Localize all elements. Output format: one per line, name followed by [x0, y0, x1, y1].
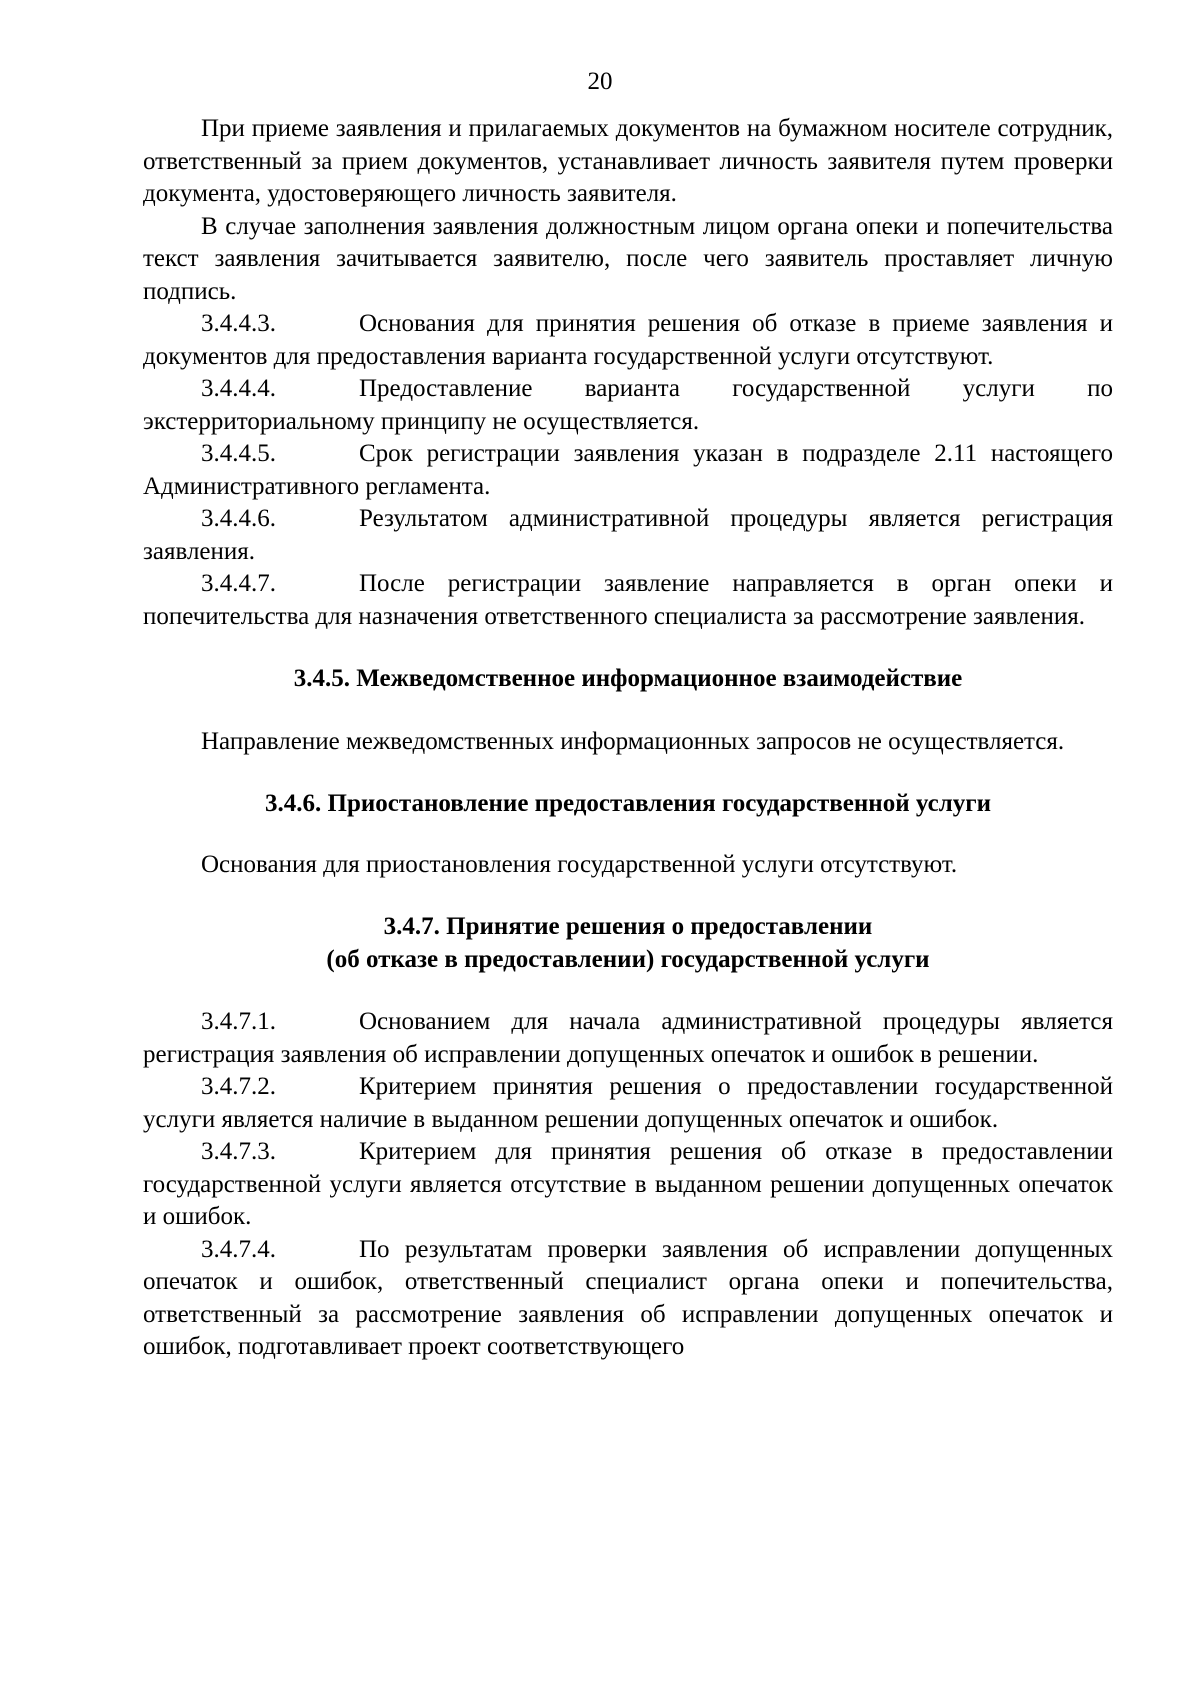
- heading-line: 3.4.7. Принятие решения о предоставлении: [383, 913, 873, 940]
- clause-3-4-4-3: [143, 308, 1113, 373]
- clause-text: Основания для принятия решения об отказе в приеме заявления и документов для предоставления варианта государственной услуги отсутствуют.: [143, 310, 1113, 370]
- clause-3-4-4-7: [143, 568, 1113, 633]
- clause-number: 3.4.4.5.: [201, 440, 276, 467]
- section-heading-3-4-6: 3.4.6. Приостановление предоставления государственной услуги: [265, 790, 991, 817]
- clause-3-4-4-5: [143, 438, 1113, 503]
- clause-3-4-4-6: [143, 503, 1113, 568]
- clause-text: Результатом административной процедуры является регистрация заявления.: [143, 505, 1113, 565]
- heading-line: (об отказе в предоставлении) государственной услуги: [326, 945, 930, 973]
- clause-number: 3.4.4.3.: [201, 310, 276, 337]
- section-heading-3-4-7: [143, 911, 1113, 976]
- clause-text: Предоставление варианта государственной услуги по экстерриториальному принципу не осуществляется.: [143, 375, 1113, 435]
- paragraph-document-acceptance: При приеме заявления и прилагаемых документов на бумажном носителе сотрудник, ответственный за прием документов, устанавливает личность заявителя путем проверки документа, удостоверяющего личность заявителя.: [143, 115, 1113, 207]
- clause-number: 3.4.7.1.: [201, 1008, 276, 1035]
- clause-text: Критерием для принятия решения об отказе в предоставлении государственной услуги является отсутствие в выданном решении допущенных опечаток и ошибок.: [143, 1138, 1113, 1230]
- clause-text: Критерием принятия решения о предоставлении государственной услуги является наличие в выданном решении допущенных опечаток и ошибок.: [143, 1073, 1113, 1133]
- clause-text: Срок регистрации заявления указан в подразделе 2.11 настоящего Административного регламента.: [143, 440, 1113, 500]
- clause-number: 3.4.7.3.: [201, 1138, 276, 1165]
- clause-number: 3.4.4.4.: [201, 375, 276, 402]
- clause-text: Основанием для начала административной процедуры является регистрация заявления об исправлении допущенных опечаток и ошибок в решении.: [143, 1008, 1113, 1068]
- document-body: [143, 113, 1113, 1364]
- clause-number: 3.4.7.4.: [201, 1235, 276, 1263]
- clause-number: 3.4.4.7.: [201, 570, 276, 597]
- page-number: 20: [587, 68, 613, 95]
- section-heading-3-4-5: 3.4.5. Межведомственное информационное взаимодействие: [293, 665, 963, 692]
- clause-number: 3.4.4.6.: [201, 505, 276, 532]
- clause-3-4-7-2: [143, 1071, 1113, 1136]
- clause-text: По результатам проверки заявления об исправлении допущенных опечаток и ошибок, ответственный специалист органа опеки и попечительства, ответственный за рассмотрение заявления об исправлении допущенных опечаток и ошибок, подготавливает проект соответствующего: [143, 1235, 1113, 1360]
- clause-3-4-7-1: [143, 1006, 1113, 1071]
- clause-3-4-7-3: [143, 1136, 1113, 1234]
- paragraph-interagency: Направление межведомственных информационных запросов не осуществляется.: [201, 727, 1065, 755]
- clause-number: 3.4.7.2.: [201, 1073, 276, 1100]
- paragraph-suspension: Основания для приостановления государственной услуги отсутствуют.: [201, 850, 958, 878]
- paragraph-official-filling: В случае заполнения заявления должностным лицом органа опеки и попечительства текст заявления зачитывается заявителю, после чего заявитель проставляет личную подпись.: [143, 212, 1113, 305]
- clause-text: После регистрации заявление направляется в орган опеки и попечительства для назначения ответственного специалиста за рассмотрение заявления.: [143, 570, 1113, 630]
- clause-3-4-4-4: [143, 373, 1113, 438]
- clause-3-4-7-4: [143, 1234, 1113, 1364]
